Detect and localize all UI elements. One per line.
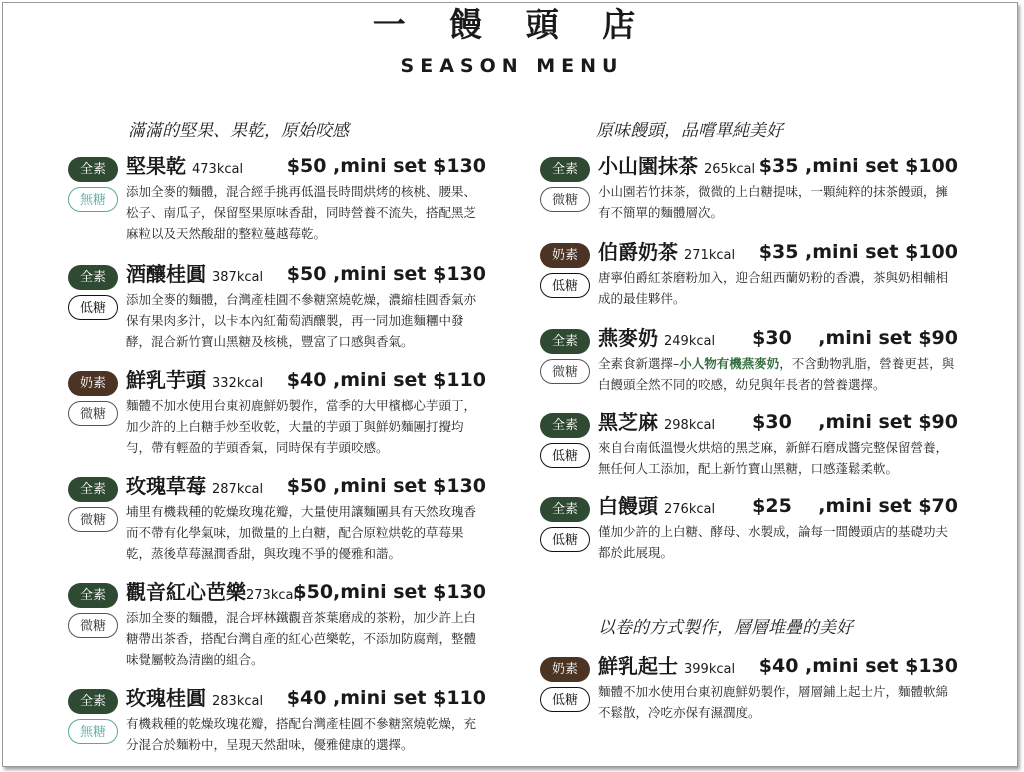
item-name <box>126 472 263 504</box>
item-price: $50 ,mini set $130 <box>286 155 486 177</box>
item-name-text: 玫瑰桂圓 <box>126 686 206 710</box>
item-kcal: 387kcal <box>212 270 264 285</box>
item-name <box>126 260 263 292</box>
item-name-text: 黑芝麻 <box>598 410 658 434</box>
badge-sugar: 低糖 <box>540 273 590 298</box>
item-name <box>598 408 715 440</box>
item-description: 添加全麥的麵體，台灣產桂圓不參糖窯燒乾燥，濃縮桂圓香氣亦保有果肉多汁，以卡本內紅葡萄酒釀製，再一同加進麵糰中發酵，混合新竹寶山黑糖及核桃，豐富了口感與香氣。 <box>126 292 477 349</box>
item-price: $40 ,mini set $110 <box>286 369 486 391</box>
item-price: $25 ,mini set $70 <box>752 495 958 517</box>
item-description: 麵體不加水使用台東初鹿鮮奶製作，當季的大甲檳榔心芋頭丁，加少許的上白糖手炒至收乾，大量的芋頭丁與鮮奶麵團打攪均勻，帶有輕盈的芋頭香氣，同時保有芋頭咬感。 <box>126 398 477 455</box>
item-name-text: 玫瑰草莓 <box>126 474 206 498</box>
item-price: $50,mini set $130 <box>293 581 486 603</box>
item-price: $30 ,mini set $90 <box>752 411 958 433</box>
item-description: 來自台南低溫慢火烘焙的黑芝麻，新鮮石磨成醬完整保留營養，無任何人工添加，配上新竹寶山黑糖，口感蓬鬆柔軟。 <box>598 440 949 476</box>
page-subtitle: SEASON MENU <box>400 55 624 77</box>
item-description: 小山園若竹抹茶，微微的上白糖提味，一顆純粹的抹茶饅頭，擁有不簡單的麵體層次。 <box>598 184 949 220</box>
badge-vegan: 全素 <box>68 583 118 608</box>
badge-vegan: 全素 <box>540 329 590 354</box>
item-description: 添加全麥的麵體，混合經手挑再低溫長時間烘烤的核桃、腰果、松子、南瓜子，保留堅果原味香甜，同時營養不流失，搭配黑芝麻粒以及天然酸甜的整粒蔓越莓乾。 <box>126 184 477 241</box>
badge-sugar: 低糖 <box>540 527 590 552</box>
badge-vegan: 全素 <box>68 157 118 182</box>
item-price: $35 ,mini set $100 <box>758 155 958 177</box>
item-kcal: 298kcal <box>664 418 716 433</box>
item-description <box>598 353 958 395</box>
item-description: 有機栽種的乾燥玫瑰花瓣，搭配台灣產桂圓不參糖窯燒乾燥，充分混合於麵粉中，呈現天然甜味，優雅健康的選擇。 <box>126 716 477 752</box>
item-kcal: 271kcal <box>684 248 736 263</box>
item-kcal: 276kcal <box>664 502 716 517</box>
item-kcal: 399kcal <box>684 662 736 677</box>
item-name-text: 堅果乾 <box>126 154 186 178</box>
badge-vegan: 全素 <box>540 497 590 522</box>
item-description: 埔里有機栽種的乾燥玫瑰花瓣，大量使用讓麵團具有天然玫瑰香而不帶有化學氣味，加微量的上白糖，配合原粒烘乾的草莓果乾，蒸後草莓濕潤香甜，與玫瑰不爭的優雅和諧。 <box>126 504 477 561</box>
badge-sugar: 無糖 <box>68 187 118 212</box>
item-price: $50 ,mini set $130 <box>286 475 486 497</box>
item-price: $35 ,mini set $100 <box>758 241 958 263</box>
badge-sugar: 低糖 <box>540 443 590 468</box>
item-kcal: 249kcal <box>664 334 716 349</box>
badge-vegan: 全素 <box>540 413 590 438</box>
item-kcal: 273kcal <box>246 588 298 603</box>
item-name-text: 觀音紅心芭樂 <box>126 580 246 604</box>
item-description: 僅加少許的上白糖、酵母、水製成，論每一間饅頭店的基礎功夫都於此展現。 <box>598 524 949 560</box>
badge-sugar: 微糖 <box>68 507 118 532</box>
desc-text: ，不含動物乳脂，營養更甚，與白饅頭全然不同的咬感，幼兒與年長者的營養選擇。 <box>598 356 955 392</box>
badge-sugar: 微糖 <box>540 359 590 384</box>
item-name-text: 白饅頭 <box>598 494 658 518</box>
item-name <box>598 238 735 270</box>
item-price: $30 ,mini set $90 <box>752 327 958 349</box>
badge-sugar: 低糖 <box>540 687 590 712</box>
item-name-text: 酒釀桂圓 <box>126 262 206 286</box>
badge-vegan: 全素 <box>68 265 118 290</box>
item-description: 唐寧伯爵紅茶磨粉加入，迎合紐西蘭奶粉的香濃，茶與奶相輔相成的最佳夥伴。 <box>598 270 949 306</box>
item-kcal: 283kcal <box>212 694 264 709</box>
item-name <box>126 366 263 398</box>
page-title: 一 饅 頭 店 <box>372 5 652 44</box>
section-heading-nuts: 滿滿的堅果、果乾，原始咬感 <box>128 121 349 141</box>
item-description: 麵體不加水使用台東初鹿鮮奶製作，層層鋪上起士片，麵體軟綿不鬆散，冷吃亦保有濕潤度。 <box>598 684 949 720</box>
item-kcal: 332kcal <box>212 376 264 391</box>
item-name <box>598 652 735 684</box>
badge-sugar: 微糖 <box>540 187 590 212</box>
desc-text: 全素食新選擇– <box>598 356 680 371</box>
badge-lacto: 奶素 <box>68 371 118 396</box>
item-name-text: 小山園抹茶 <box>598 154 698 178</box>
section-heading-rolled: 以卷的方式製作，層層堆疊的美好 <box>598 618 853 638</box>
badge-lacto: 奶素 <box>540 243 590 268</box>
item-price: $40 ,mini set $110 <box>286 687 486 709</box>
item-price: $40 ,mini set $130 <box>758 655 958 677</box>
item-name <box>598 324 715 356</box>
badge-vegan: 全素 <box>68 477 118 502</box>
item-name <box>598 492 715 524</box>
badge-sugar: 微糖 <box>68 401 118 426</box>
item-name-text: 鮮乳芋頭 <box>126 368 206 392</box>
badge-sugar: 低糖 <box>68 295 118 320</box>
item-kcal: 287kcal <box>212 482 264 497</box>
item-name <box>126 578 297 610</box>
item-kcal: 265kcal <box>704 162 756 177</box>
item-name <box>598 152 755 184</box>
badge-vegan: 全素 <box>68 689 118 714</box>
item-kcal: 473kcal <box>192 162 244 177</box>
section-heading-original: 原味饅頭，品嚐單純美好 <box>596 121 783 141</box>
badge-sugar: 無糖 <box>68 719 118 744</box>
item-name-text: 鮮乳起士 <box>598 654 678 678</box>
desc-highlight: 小人物有機燕麥奶 <box>679 356 780 371</box>
badge-lacto: 奶素 <box>540 657 590 682</box>
item-name <box>126 152 243 184</box>
item-name-text: 燕麥奶 <box>598 326 658 350</box>
badge-sugar: 微糖 <box>68 613 118 638</box>
item-description: 添加全麥的麵體，混合坪林鐵觀音茶葉磨成的茶粉，加少許上白糖帶出茶香，搭配台灣自產的紅心芭樂乾，不添加防腐劑，整體味覺屬較為清幽的組合。 <box>126 610 477 667</box>
item-name <box>126 684 263 716</box>
item-name-text: 伯爵奶茶 <box>598 240 678 264</box>
badge-vegan: 全素 <box>540 157 590 182</box>
item-price: $50 ,mini set $130 <box>286 263 486 285</box>
